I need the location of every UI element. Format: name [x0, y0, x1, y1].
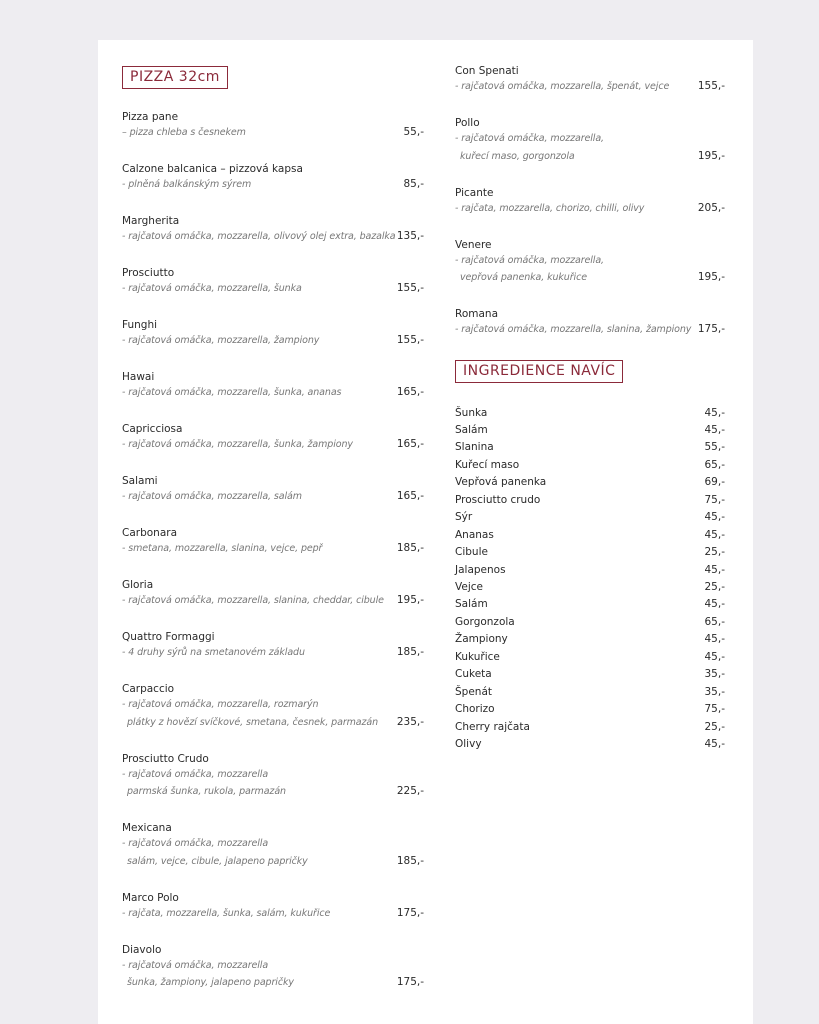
menu-item-price: 155,-	[396, 334, 424, 346]
menu-item-description-line: - rajčatová omáčka, mozzarella, špenát, vejce	[455, 81, 670, 92]
extra-ingredient-name: Cibule	[455, 546, 488, 559]
extra-ingredient-price: 75,-	[704, 703, 725, 716]
menu-item	[122, 266, 424, 298]
extra-ingredient-row	[455, 439, 725, 456]
extra-ingredient-price: 45,-	[704, 406, 725, 419]
menu-item-description-line: šunka, žampiony, jalapeno papričky	[127, 977, 294, 988]
menu-item-price: 155,-	[697, 80, 725, 92]
menu-item-description-line: - rajčatová omáčka, mozzarella, žampiony	[122, 335, 320, 346]
menu-item-description-line: - rajčatová omáčka, mozzarella	[122, 838, 269, 849]
menu-item-name: Romana	[455, 308, 498, 320]
extra-ingredient-row	[455, 527, 725, 544]
extra-ingredient-row	[455, 614, 725, 631]
extra-ingredient-row	[455, 474, 725, 491]
menu-item-description	[122, 436, 424, 454]
menu-item-name: Salami	[122, 475, 158, 487]
extra-ingredient-row	[455, 666, 725, 683]
menu-item	[122, 214, 424, 246]
menu-item-description	[122, 332, 424, 350]
menu-item-description-line: salám, vejce, cibule, jalapeno papričky	[127, 855, 308, 867]
extra-ingredient-row	[455, 631, 725, 648]
menu-page	[98, 40, 753, 1024]
extra-ingredient-name: Sýr	[455, 511, 473, 524]
extra-ingredient-name: Vepřová panenka	[455, 476, 547, 489]
menu-item	[122, 370, 424, 402]
extra-ingredient-name: Prosciutto crudo	[455, 493, 541, 506]
menu-item-description	[122, 488, 424, 506]
menu-item-price: 175,-	[396, 976, 424, 988]
extra-ingredient-name: Salám	[455, 598, 488, 611]
menu-item	[455, 186, 725, 218]
extra-ingredient-price: 45,-	[704, 563, 725, 576]
menu-item-description	[122, 176, 424, 194]
menu-item-name: Funghi	[122, 319, 158, 331]
extra-ingredient-name: Cuketa	[455, 668, 492, 681]
menu-item-name: Pizza pane	[122, 111, 179, 123]
menu-item-description-line: – pizza chleba s česnekem	[122, 127, 246, 138]
menu-item-description-line: vepřová panenka, kukuřice	[460, 272, 587, 283]
menu-item-description	[122, 592, 424, 610]
menu-item-description	[122, 766, 424, 801]
menu-item-description-line: - smetana, mozzarella, slanina, vejce, pepř	[122, 543, 323, 554]
extras-section-title: INGREDIENCE NAVÍC	[455, 360, 623, 383]
extra-ingredient-price: 45,-	[704, 511, 725, 524]
menu-item-name: Margherita	[122, 215, 180, 227]
extra-ingredient-price: 45,-	[704, 633, 725, 646]
extra-ingredient-name: Kukuřice	[455, 650, 500, 663]
menu-item-price: 195,-	[697, 149, 725, 162]
extras-list	[455, 405, 725, 754]
menu-item-description-line: - 4 druhy sýrů na smetanovém základu	[122, 647, 305, 658]
menu-item-price: 135,-	[396, 230, 424, 242]
menu-item-name: Carpaccio	[122, 683, 175, 695]
menu-item-description-line: - rajčatová omáčka, mozzarella, slanina, žampiony	[455, 324, 692, 335]
pizza-section-title: PIZZA 32cm	[122, 66, 228, 89]
menu-item-price: 55,-	[403, 126, 424, 138]
extra-ingredient-row	[455, 596, 725, 613]
menu-item	[455, 238, 725, 287]
menu-item-description-line: - rajčatová omáčka, mozzarella,	[455, 133, 604, 144]
menu-item-description	[455, 252, 725, 287]
extra-ingredient-name: Šunka	[455, 406, 488, 419]
extra-ingredient-row	[455, 509, 725, 526]
extra-ingredient-name: Gorgonzola	[455, 615, 515, 628]
extra-ingredient-price: 45,-	[704, 650, 725, 663]
extra-ingredient-price: 45,-	[704, 598, 725, 611]
menu-item-description	[455, 200, 725, 218]
menu-item	[122, 630, 424, 662]
menu-item-description	[122, 835, 424, 870]
menu-item	[455, 307, 725, 339]
menu-item	[122, 891, 424, 923]
extra-ingredient-row	[455, 701, 725, 718]
menu-item-description-line: - rajčatová omáčka, mozzarella, šunka, žampiony	[122, 439, 353, 450]
menu-item-description-line: - rajčatová omáčka, mozzarella, olivový olej extra, bazalka	[122, 231, 396, 242]
menu-item	[122, 578, 424, 610]
menu-item-price: 235,-	[396, 715, 424, 728]
menu-item-description	[122, 124, 424, 142]
menu-item-price: 185,-	[396, 542, 424, 554]
menu-item-price: 195,-	[396, 594, 424, 606]
menu-item	[122, 526, 424, 558]
menu-item	[122, 110, 424, 142]
extra-ingredient-row	[455, 736, 725, 753]
menu-item-name: Quattro Formaggi	[122, 631, 215, 643]
menu-item-description-line: parmská šunka, rukola, parmazán	[127, 786, 286, 797]
menu-item-price: 165,-	[396, 490, 424, 502]
menu-item-description-line: - rajčata, mozzarella, šunka, salám, kukuřice	[122, 907, 331, 919]
menu-item	[122, 422, 424, 454]
menu-item	[122, 162, 424, 194]
menu-item-description	[455, 321, 725, 339]
menu-item-description	[455, 130, 725, 165]
extra-ingredient-price: 35,-	[704, 685, 725, 698]
menu-item-price: 85,-	[403, 178, 424, 190]
extra-ingredient-name: Chorizo	[455, 703, 495, 716]
extra-ingredient-price: 35,-	[704, 668, 725, 681]
extra-ingredient-price: 25,-	[704, 720, 725, 733]
extra-ingredient-price: 65,-	[704, 615, 725, 628]
menu-item-name: Carbonara	[122, 527, 178, 539]
menu-item-description-line: - rajčatová omáčka, mozzarella,	[455, 254, 604, 266]
extra-ingredient-row	[455, 544, 725, 561]
extra-ingredient-row	[455, 649, 725, 666]
extra-ingredient-name: Špenát	[455, 685, 492, 698]
extra-ingredient-price: 55,-	[704, 441, 725, 454]
menu-item-price: 205,-	[697, 201, 725, 214]
menu-item	[455, 116, 725, 165]
extra-ingredient-price: 45,-	[704, 423, 725, 436]
menu-item-name: Prosciutto Crudo	[122, 752, 209, 765]
menu-item	[122, 943, 424, 992]
menu-item-description-line: plátky z hovězí svíčkové, smetana, česnek, parmazán	[127, 716, 379, 728]
menu-item-price: 225,-	[396, 785, 424, 797]
extra-ingredient-name: Vejce	[455, 581, 483, 594]
menu-item-description	[122, 384, 424, 402]
menu-item-description-line: - plněná balkánským sýrem	[122, 179, 252, 190]
extra-ingredient-name: Žampiony	[455, 633, 508, 646]
menu-item-name: Gloria	[122, 579, 154, 591]
extra-ingredient-row	[455, 405, 725, 422]
menu-item-name: Picante	[455, 186, 494, 199]
extra-ingredient-row	[455, 422, 725, 439]
menu-item-description-line: - rajčatová omáčka, mozzarella, rozmarýn	[122, 699, 319, 710]
menu-item-description	[122, 696, 424, 731]
menu-item	[122, 752, 424, 801]
pizza-list	[122, 110, 424, 992]
extra-ingredient-row	[455, 719, 725, 736]
left-column	[122, 66, 424, 992]
menu-item-description	[122, 280, 424, 298]
menu-item-description-line: - rajčatová omáčka, mozzarella, salám	[122, 491, 302, 502]
extra-ingredient-price: 25,-	[704, 546, 725, 559]
menu-item-description-line: - rajčatová omáčka, mozzarella	[122, 959, 269, 971]
pizza-list-continued	[455, 64, 725, 339]
menu-item-price: 155,-	[396, 282, 424, 294]
menu-item-name: Con Spenati	[455, 65, 519, 77]
extra-ingredient-name: Jalapenos	[455, 563, 506, 576]
menu-item-description	[122, 228, 424, 246]
extra-ingredient-price: 25,-	[704, 581, 725, 594]
extra-ingredient-name: Olivy	[455, 738, 482, 751]
extra-ingredient-name: Kuřecí maso	[455, 458, 520, 471]
menu-item-price: 195,-	[697, 271, 725, 283]
menu-item-description-line: - rajčata, mozzarella, chorizo, chilli, olivy	[455, 202, 645, 214]
menu-item	[122, 474, 424, 506]
menu-item-name: Calzone balcanica – pizzová kapsa	[122, 163, 303, 175]
extra-ingredient-row	[455, 684, 725, 701]
extra-ingredient-price: 65,-	[704, 458, 725, 471]
menu-item-name: Pollo	[455, 117, 480, 129]
menu-item-description	[122, 957, 424, 992]
menu-item-description-line: kuřecí maso, gorgonzola	[460, 150, 575, 162]
menu-item-price: 165,-	[396, 386, 424, 398]
extra-ingredient-name: Cherry rajčata	[455, 720, 530, 733]
menu-item-description-line: - rajčatová omáčka, mozzarella, šunka	[122, 283, 302, 294]
extra-ingredient-row	[455, 492, 725, 509]
menu-item-description-line: - rajčatová omáčka, mozzarella, šunka, ananas	[122, 387, 342, 398]
menu-item-name: Capricciosa	[122, 423, 183, 435]
menu-item-price: 175,-	[396, 906, 424, 919]
menu-item-name: Diavolo	[122, 943, 162, 956]
menu-item-name: Mexicana	[122, 822, 172, 834]
extra-ingredient-price: 75,-	[704, 493, 725, 506]
menu-item-description-line: - rajčatová omáčka, mozzarella	[122, 768, 269, 780]
extra-ingredient-name: Slanina	[455, 441, 494, 454]
extra-ingredient-row	[455, 457, 725, 474]
menu-item	[455, 64, 725, 96]
menu-item	[122, 821, 424, 870]
extra-ingredient-price: 69,-	[704, 476, 725, 489]
menu-item-name: Hawai	[122, 371, 155, 383]
extra-ingredient-row	[455, 579, 725, 596]
menu-item-description	[122, 540, 424, 558]
menu-item-name: Prosciutto	[122, 267, 175, 279]
menu-item	[122, 318, 424, 350]
menu-item-name: Marco Polo	[122, 891, 179, 904]
extra-ingredient-name: Ananas	[455, 528, 494, 541]
menu-item-price: 165,-	[396, 438, 424, 450]
right-column	[455, 64, 725, 754]
extra-ingredient-row	[455, 562, 725, 579]
menu-item-description	[455, 78, 725, 96]
extra-ingredient-price: 45,-	[704, 738, 725, 751]
menu-item-description-line: - rajčatová omáčka, mozzarella, slanina, cheddar, cibule	[122, 595, 384, 606]
extra-ingredient-name: Salám	[455, 423, 488, 436]
menu-item-price: 185,-	[396, 646, 424, 658]
menu-item-description	[122, 905, 424, 923]
menu-item-description	[122, 644, 424, 662]
menu-item-price: 175,-	[697, 323, 725, 335]
extra-ingredient-price: 45,-	[704, 528, 725, 541]
menu-item-name: Venere	[455, 238, 492, 251]
menu-item-price: 185,-	[396, 854, 424, 867]
menu-item	[122, 682, 424, 731]
